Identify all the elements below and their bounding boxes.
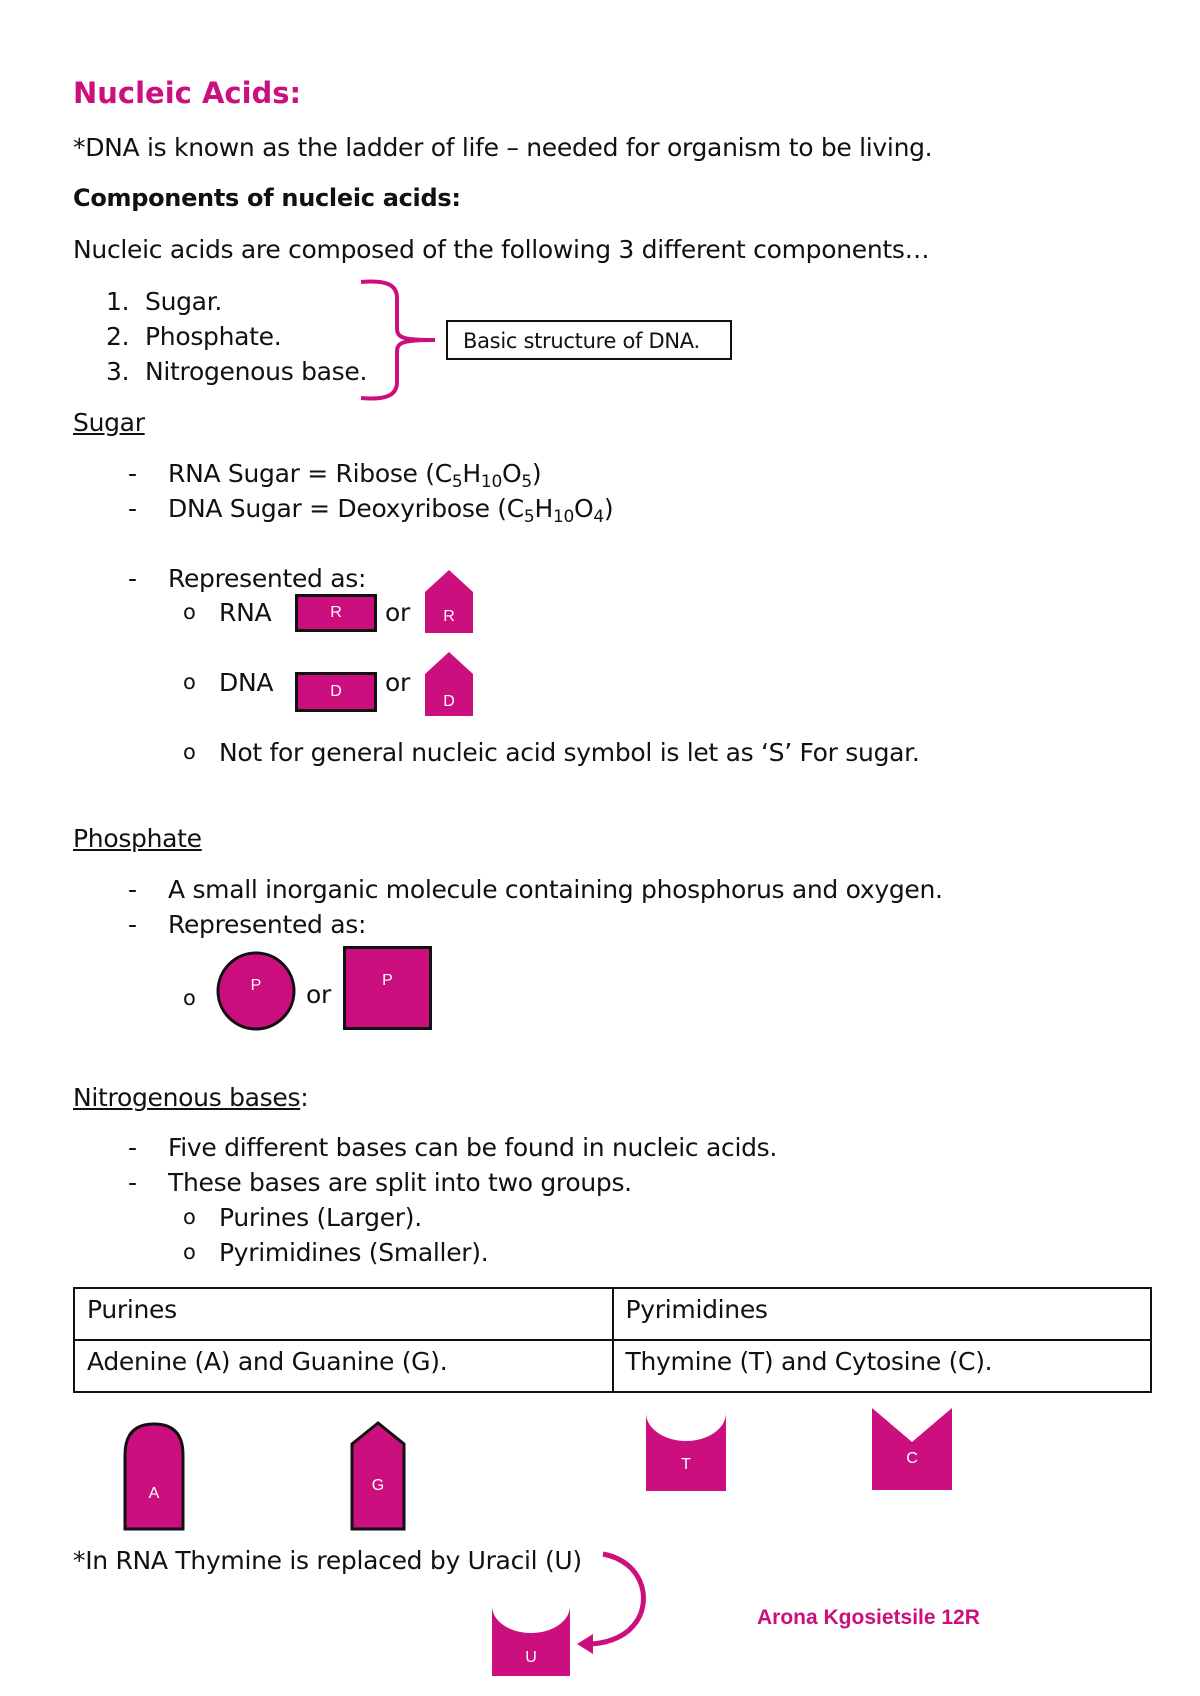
ribose-rect-symbol (295, 594, 377, 632)
or-text: or (385, 598, 410, 627)
bullet: o (183, 600, 196, 624)
dna-label: DNA (219, 668, 274, 697)
ribose-pentagon-label: R (443, 608, 455, 625)
page-title: Nucleic Acids: (73, 76, 302, 110)
table-row (74, 1340, 1151, 1392)
author-signature: Arona Kgosietsile 12R (757, 1606, 980, 1629)
bases-item: Five different bases can be found in nucleic acids. (168, 1133, 778, 1162)
dash: - (128, 494, 137, 523)
list-number: 1. (106, 287, 130, 316)
callout-text: Basic structure of DNA. (463, 329, 700, 353)
phosphate-square-symbol (343, 946, 432, 1030)
adenine-label: A (148, 1485, 160, 1502)
list-number: 2. (106, 322, 130, 351)
cytosine-symbol (872, 1408, 952, 1490)
thymine-symbol (646, 1413, 726, 1491)
dna-sugar-formula: DNA Sugar = Deoxyribose $(C_5H_{10}O_4)$ (168, 494, 614, 527)
ribose-rect-label: R (330, 604, 342, 621)
sugar-represented: Represented as: (168, 564, 367, 593)
uracil-note: *In RNA Thymine is replaced by Uracil (U) (73, 1546, 582, 1575)
guanine-symbol (349, 1420, 407, 1532)
bullet: o (183, 670, 196, 694)
thymine-label: T (681, 1456, 691, 1473)
callout-box (446, 320, 732, 360)
phosphate-circle-symbol (215, 950, 297, 1032)
table-header-pyrimidines: Pyrimidines (613, 1288, 1152, 1340)
dash: - (128, 1168, 137, 1197)
components-text: Nucleic acids are composed of the following 3 different components… (73, 235, 930, 264)
bases-table (73, 1287, 1152, 1393)
list-item-phosphate: Phosphate. (145, 322, 282, 351)
list-number: 3. (106, 357, 130, 386)
sugar-note: Not for general nucleic acid symbol is let as ‘S’ For sugar. (219, 738, 920, 767)
bullet: o (183, 986, 196, 1010)
bullet: o (183, 1240, 196, 1264)
bases-heading: Nitrogenous bases: (73, 1083, 309, 1112)
bullet: o (183, 740, 196, 764)
rna-sugar-formula: RNA Sugar = Ribose $(C_5H_{10}O_5)$ (168, 459, 542, 492)
phosphate-item: Represented as: (168, 910, 367, 939)
dash: - (128, 910, 137, 939)
components-heading: Components of nucleic acids: (73, 184, 461, 212)
bases-item: These bases are split into two groups. (168, 1168, 632, 1197)
guanine-label: G (371, 1477, 385, 1494)
phosphate-circle-label: P (250, 977, 262, 994)
or-text: or (306, 980, 331, 1009)
adenine-symbol (122, 1421, 186, 1532)
dash: - (128, 459, 137, 488)
uracil-label: U (525, 1649, 537, 1666)
list-item-base: Nitrogenous base. (145, 357, 368, 386)
phosphate-heading: Phosphate (73, 824, 202, 853)
pyrimidines-item: Pyrimidines (Smaller). (219, 1238, 489, 1267)
cytosine-label: C (906, 1450, 918, 1467)
intro-text: *DNA is known as the ladder of life – needed for organism to be living. (73, 133, 933, 162)
bullet: o (183, 1205, 196, 1229)
ribose-pentagon-symbol (422, 568, 476, 636)
rna-label: RNA (219, 598, 272, 627)
curly-brace (355, 278, 440, 403)
table-header-row (74, 1288, 1151, 1340)
dash: - (128, 1133, 137, 1162)
or-text: or (385, 668, 410, 697)
purines-item: Purines (Larger). (219, 1203, 422, 1232)
dash: - (128, 875, 137, 904)
deoxyribose-rect-symbol (295, 672, 377, 712)
deoxyribose-pentagon-label: D (443, 693, 455, 710)
phosphate-item: A small inorganic molecule containing phosphorus and oxygen. (168, 875, 943, 904)
table-cell-pyrimidines: Thymine (T) and Cytosine (C). (613, 1340, 1152, 1392)
deoxyribose-rect-label: D (330, 683, 342, 700)
phosphate-square-label: P (382, 972, 393, 989)
list-item-sugar: Sugar. (145, 287, 223, 316)
table-cell-purines: Adenine (A) and Guanine (G). (74, 1340, 613, 1392)
dash: - (128, 564, 137, 593)
uracil-symbol (492, 1606, 570, 1676)
sugar-heading: Sugar (73, 408, 145, 437)
curved-arrow (575, 1548, 655, 1654)
deoxyribose-pentagon-symbol (422, 650, 476, 718)
table-header-purines: Purines (74, 1288, 613, 1340)
